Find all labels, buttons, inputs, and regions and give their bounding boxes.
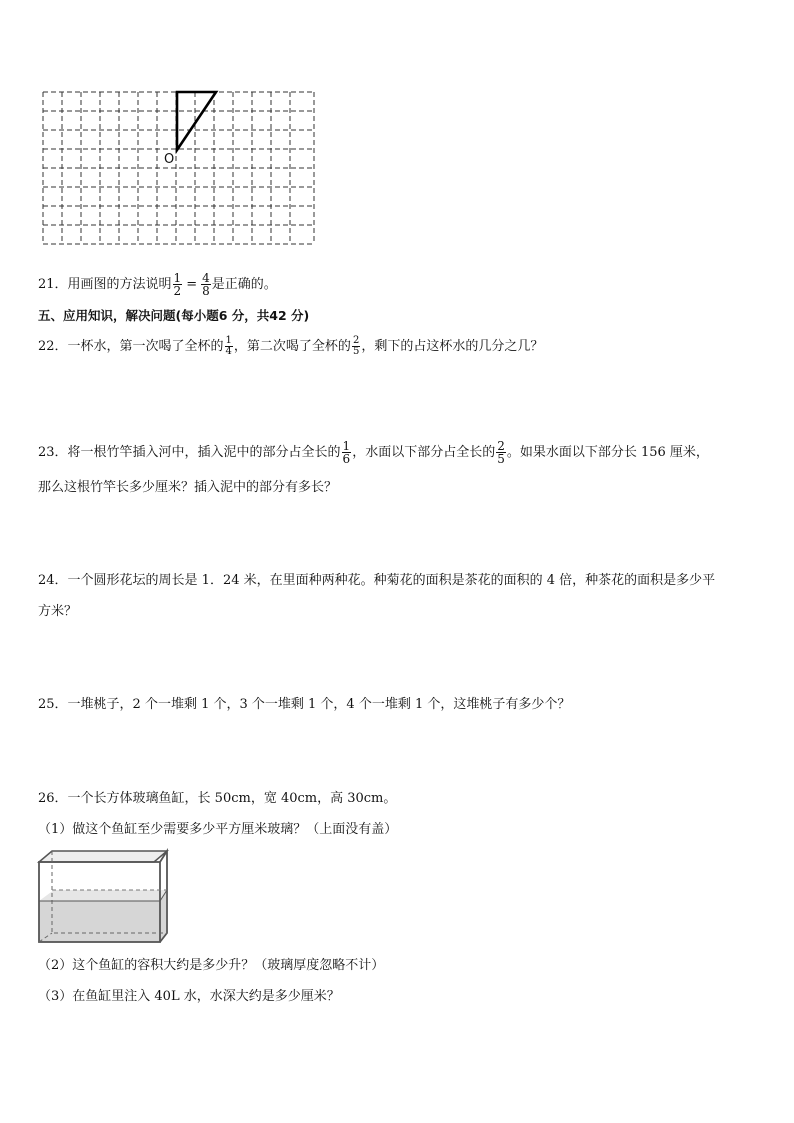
question-25: 25．一堆桃子，2 个一堆剩 1 个，3 个一堆剩 1 个，4 个一堆剩 1 个，这堆桃子有多少个？ [38, 697, 571, 712]
triangle-shape [177, 92, 216, 150]
question-23-line-2: 那么这根竹竿长多少厘米？插入泥中的部分有多长？ [38, 480, 338, 495]
question-26-sub-3: （3）在鱼缸里注入 40L 水，水深大约是多少厘米？ [38, 989, 340, 1004]
fraction-1-6: $\frac{1}{6}$ [342, 439, 351, 466]
question-21: 21．用画图的方法说明 $\frac{1}{2}$ = $\frac{4}{8}$ 是正确的。 [38, 271, 277, 298]
fraction-1-4: $\frac{1}{4}$ [225, 335, 232, 357]
fraction-2-5: $\frac{2}{5}$ [352, 335, 360, 357]
question-24-line-1: 24．一个圆形花坛的周长是 1．24 米，在里面种两种花。种菊花的面积是茶花的面积的 4 倍，种茶花的面积是多少平 [38, 573, 716, 588]
question-26-sub-1: （1）做这个鱼缸至少需要多少平方厘米玻璃？（上面没有盖） [38, 822, 398, 837]
fraction-4-8: $\frac{4}{8}$ [202, 271, 210, 298]
dashed-grid [43, 92, 314, 244]
question-22: 22．一杯水，第一次喝了全杯的 $\frac{1}{4}$ ，第二次喝了全杯的 $\frac{2}{5}$ ，剩下的占这杯水的几分之几？ [38, 335, 544, 357]
question-23-line-1: 23．将一根竹竿插入河中，插入泥中的部分占全长的 $\frac{1}{6}$ ，水面以下部分占全长的 $\frac{2}{5}$ 。如果水面以下部分长 156 厘米， [38, 439, 709, 466]
question-26-sub-2: （2）这个鱼缸的容积大约是多少升？（玻璃厚度忽略不计） [38, 958, 385, 973]
fraction-2-5-b: $\frac{2}{5}$ [497, 439, 505, 466]
fish-tank-figure [36, 848, 170, 946]
grid-figure [38, 88, 318, 250]
question-24-line-2: 方米？ [38, 604, 78, 619]
question-26-stem: 26．一个长方体玻璃鱼缸，长 50cm，宽 40cm，高 30cm。 [38, 791, 397, 806]
fraction-1-2: $\frac{1}{2}$ [173, 271, 182, 298]
section-heading: 五、应用知识，解决问题(每小题6 分，共42 分) [38, 308, 310, 323]
origin-label: O [164, 152, 175, 167]
